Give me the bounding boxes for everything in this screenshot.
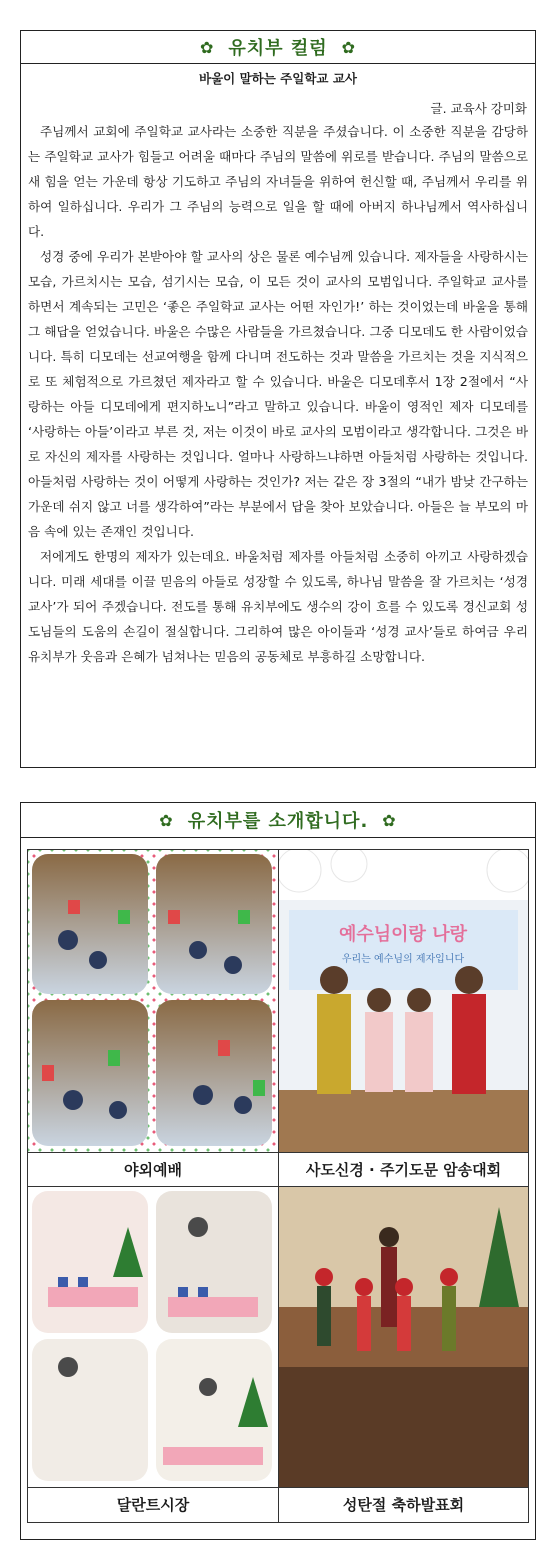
photo-grid: [27, 849, 529, 1523]
banner-title: 예수님이랑 나랑: [339, 924, 467, 945]
photo-outdoor-worship: [28, 850, 278, 1152]
paragraph: 저에게도 한명의 제자가 있는데요. 바울처럼 제자를 아들처럼 소중히 아끼고 사랑하겠습니다. 미래 세대를 이끌 믿음의 아들로 성장할 수 있도록, 하나님 말씀을 잘 가르치는 ‘성경 교사’가 되어 주겠습니다. 전도를 통해 유치부에도 생수의 강이 흐를 수 있도록 경신교회 성도님들의 도움의 손길이 절실합니다. 그리하여 많은 아이들과 ‘성경 교사’들로 하여금 우리 유치부가 웃음과 은혜가 넘쳐나는 믿음의 공동체로 부흥하길 소망합니다.: [28, 549, 528, 664]
talent-market-collage: [28, 1187, 278, 1487]
paragraph: 성경 중에 우리가 본받아야 할 교사의 상은 물론 예수님께 있습니다. 제자들을 사랑하시는 모습, 가르치시는 모습, 섬기시는 모습, 이 모든 것이 교사의 모범입니다. 주일학교 교사를 하면서 계속되는 고민은 ‘좋은 주일학교 교사는 어떤 자인가!’ 하는 것이었는데 바울을 통해 그 해답을 얻었습니다. 바울은 수많은 사람들을 가르쳤습니다. 그중 디모데도 한 사람이었습니다. 특히 디모데는 선교여행을 함께 다니며 전도하는 것과 말씀을 가르치는 것을 지식적으로 또 체험적으로 가르쳤던 제자라고 할 수 있습니다. 바울은 디모데후서 1장 2절에서 “사랑하는 아들 디모데에게 편지하노니”라고 말하고 있습니다. 바울이 영적인 제자 디모데를 ‘사랑하는 아들’이라고 부른 것, 저는 이것이 바로 교사의 모범이라고 생각합니다. 그것은 바로 자신의 제자를 사랑하는 것입니다. 얼마나 사랑하느냐하면 아들처럼 사랑하는 것입니다. 아들처럼 사랑하는 것이 어떻게 사랑하는 것인가? 저는 같은 장 3절의 “내가 밤낮 간구하는 가운데 쉬지 않고 너를 생각하여”라는 부분에서 답을 찾아 보았습니다. 아들은 늘 부모의 마음 속에 있는 존재인 것입니다.: [28, 249, 528, 539]
flower-icon: ✿: [199, 37, 215, 57]
flower-icon: ✿: [382, 810, 397, 830]
flower-icon: ✿: [159, 810, 174, 830]
photo-recitation: [279, 850, 528, 1152]
caption-outdoor-worship: 야외예배: [28, 1152, 278, 1186]
caption-talent-market: 달란트시장: [28, 1487, 278, 1521]
photo-talent-market: [28, 1187, 278, 1487]
intro-header: [21, 803, 535, 838]
banner-subtitle: 우리는 예수님의 제자입니다: [341, 954, 465, 965]
article-author: 글. 교육사 강미화: [430, 101, 527, 116]
christmas-photo: [279, 1187, 528, 1487]
intro-title: 유치부를 소개합니다.: [187, 811, 369, 832]
column-box: [20, 30, 536, 768]
outdoor-collage: [28, 850, 278, 1152]
article-title: 바울이 말하는 주일학교 교사: [199, 71, 357, 86]
recitation-photo: [279, 850, 528, 1152]
caption-christmas: 성탄절 축하발표회: [279, 1487, 528, 1521]
paragraph: 주님께서 교회에 주일학교 교사라는 소중한 직분을 주셨습니다. 이 소중한 직분을 감당하는 주일학교 교사가 힘들고 어려울 때마다 주님의 말씀에 위로를 받습니다. 주님의 말씀으로 새 힘을 얻는 가운데 항상 기도하고 주님의 자녀들을 위하여 헌신할 때, 주님께서 우리를 위하여 일하십니다. 우리가 그 주님의 능력으로 일을 할 때에 아버지 하나님께서 역사하십니다.: [28, 124, 528, 239]
column-title: 유치부 컬럼: [228, 38, 328, 59]
caption-recitation: 사도신경 · 주기도문 암송대회: [279, 1152, 528, 1186]
flower-icon: ✿: [341, 37, 357, 57]
column-header: [21, 31, 535, 64]
photo-christmas: [279, 1187, 528, 1487]
intro-box: [20, 802, 536, 1540]
article-body: [21, 119, 535, 669]
